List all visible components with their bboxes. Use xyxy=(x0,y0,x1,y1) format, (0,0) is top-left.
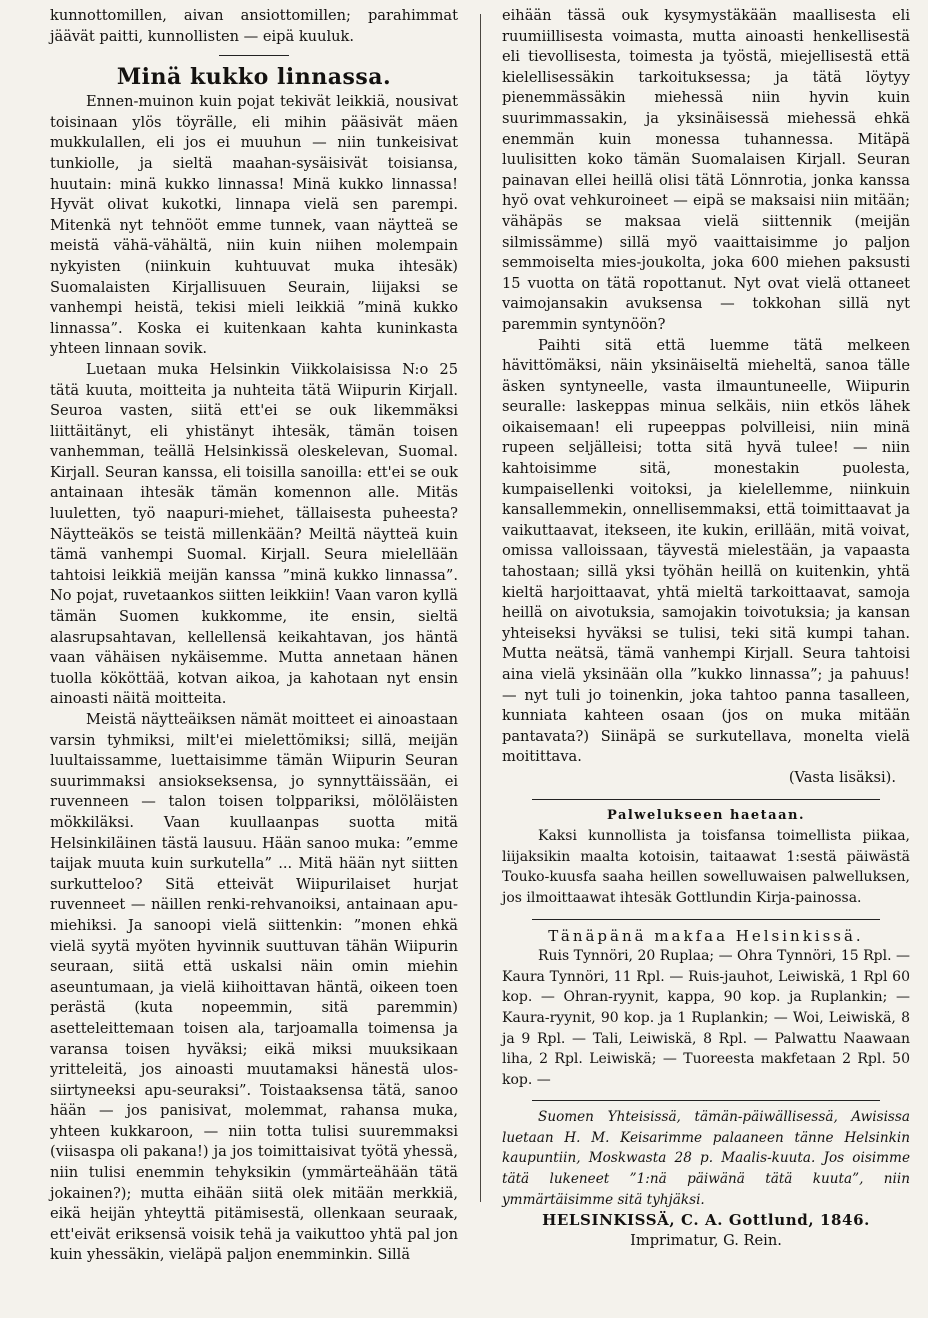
short-divider xyxy=(219,55,289,56)
service-notice: Kaksi kunnollista ja toisfansa toimellista piikaa, liijaksikin maalta kotoisin, taitaawat 1:sestä päiwästä Touko-kuusfa saaha heillen sowelluwaisen palwelluksen, jos ilmoittaawat ihtesäk Gottlundin Kirja-painossa. xyxy=(502,828,910,906)
right-column xyxy=(502,6,910,1251)
section-divider xyxy=(532,1100,880,1101)
column-divider xyxy=(480,14,481,1202)
article-title: Minä kukko linnassa. xyxy=(116,64,392,91)
prices-list: Ruis Tynnöri, 20 Ruplaa; — Ohra Tynnöri, 15 Rpl. — Kaura Tynnöri, 11 Rpl. — Ruis-jauhot, Leiwiskä, 1 Rpl 60 kop. — Ohran-ryynit, kappa, 90 kop. ja Ruplankin; — Kaura-ryynit, 90 kop. ja 1 Ruplankin; — Woi, Leiwiskä, 8 ja 9 Rpl. — Tali, Leiwiskä, 8 Rpl. — Palwattu Naawaan liha, 2 Rpl. Leiwiskä; — Tuoreesta makfetaan 2 Rpl. 50 kop. — xyxy=(502,948,910,1088)
article-paragraph-5: Paihti sitä että luemme tätä melkeen hävittömäksi, näin yksinäiseltä mieheltä, sanoa tälle äsken syntyneelle, vasta ilmauntuneelle, Wiipurin seuralle: laskeppas minua selkäis, niin etkös lähek oikaisemaan! eli rupeeppas polvilleisi, niin minä rupeen seljälleisi; totta sitä hyvä tulee! — niin kahtoisimme sitä, monestakin puolesta, kumpaisellenki voitoksi, ja kielellemme, niinkuin kansallemmekin, onnellisemmaksi, että toimittaavat ja vaikuttaavat, itekseen, ite kukin, erillään, mitä voivat, omissa valloissaan, täyvestä mielestään, ja vapaasta tahostaan; sillä yksi työhän heillä on kuitenkin, yhtä kieltä harjoittaavat, yhtä mieltä tarkoittaavat, samoja heillä on aivotuksia, samojakin toivotuksia; ja kansan yhteiseksi hyväksi se tulisi, teki sitä kumpi tahan. Mutta neätsä, tämä vanhempi Kirjall. Seura tahtoisi aina vielä yksinään olla ”kukko linnassa”; ja pahuus! — nyt tuli jo toinenkin, joka tahtoo panna tasalleen, kunniata kahteen osaan (jos on muka mitään pantavata?) Siinäpä se surkutellava, monelta vielä moitittava. xyxy=(502,336,910,766)
article-paragraph-4: eihään tässä ouk kysymystäkään maallisesta eli ruumiillisesta voimasta, mutta ainoasti henkellisestä eli tievollisesta, toimesta ja työstä, miejellisestä että kielellisessäkin tarkoituksessa; ja tätä löytyy pienemmässäkin miehessä niin hyvin kuin suurimmassakin, ja yksinäisessä miehessä ehkä enemmän kuin monessa tuhannessa. Mitäpä luulisitten koko tämän Suomalaisen Kirjall. Seuran painavan ellei heillä olisi tätä Lönnrotia, jonka kanssa hyö ovat vehkuroineet — eipä se maksaisi niin mitään; vähäpäs se maksaa vielä siittennik (meijän silmissämme) sillä myö vaaittaisimme jo paljon semmoiselta mies-joukolta, joka 600 miehen paksusti 15 vuotta on tätä ropottanut. Nyt ovat vielä ottaneet vaimojansakin avuksensa — tokkohan sillä nyt paremmin syntynöön? xyxy=(502,7,910,333)
left-column xyxy=(50,6,458,1266)
prices-heading: Tänäpänä makfaa Helsinkissä. xyxy=(548,926,864,945)
opening-paragraph: kunnottomillen, aivan ansiottomillen; parahimmat jäävät paitti, kunnollisten — eipä kuuluk. xyxy=(50,7,458,45)
article-signature: (Vasta lisäksi). xyxy=(788,768,896,786)
article-paragraph-2: Luetaan muka Helsinkin Viikkolaisissa N:o 25 tätä kuuta, moitteita ja nuhteita tätä Wiipurin Kirjall. Seuroa vasten, siitä ett'ei se ouk likemmäksi liittäitänyt, eli yhistänyt ihtesäk, tämän toisen vanhemman, teällä Helsinkissä oleskelevan, Suomal. Kirjall. Seuran kanssa, eli toisilla sanoilla: ett'ei se ouk antainaan ihtesäk tämän komennon alle. Mitäs luuletten, työ naapuri-miehet, tällaisesta puheesta? Näytteäkös se teistä millenkään? Meiltä näytteä kuin tämä vanhempi Suomal. Kirjall. Seura mielellään tahtoisi leikkiä meijän kanssa ”minä kukko linnassa”. No pojat, ruvetaankos siitten leikkiin! Vaan varon kyllä tämän Suomen kukkomme, ite ensin, sieltä alasrupsahtavan, kellellensä keikahtavan, jos häntä vaan vähäisen nykäisemme. Mutta annetaan hänen tuolla kököttää, kotvan aikoa, ja kahotaan nyt ensin ainoasti näitä moitteita. xyxy=(50,360,458,708)
article-paragraph-1: Ennen-muinon kuin pojat tekivät leikkiä, nousivat toisinaan ylös töyrälle, eli mihin pääsivät mäen mukkulallen, eli jos ei muuhun — niin tunkeisivat tunkiolle, ja sieltä maahan-sysäisivät toisiansa, huutain: minä kukko linnassa! Minä kukko linnassa! Hyvät olivat kukotki, linnapa vielä sen parempi. Mitenkä nyt tehnööt emme tunnek, vaan näytteä se meistä vähä-vähältä, niin kuin niihen molempain nykyisten (niinkuin kuhtuuvat muka ihtesäk) Suomalaisten Kirjallisuuen Seurain, liijaksi se vanhempi heistä, tekisi mieli leikkiä ”minä kukko linnassa”. Koska ei kuitenkaan kahta kuninkasta yhteen linnaan sovik. xyxy=(50,93,458,358)
news-notice: Suomen Yhteisissä, tämän-päiwällisessä, Awisissa luetaan H. M. Keisarimme palaaneen tänne Helsinkin kaupuntiin, Moskwasta 28 p. Maalis-kuuta. Jos oisimme tätä lukeneet ”1:nä päiwänä tätä kuuta”, niin ymmärtäisimme sitä tyhjäksi. xyxy=(502,1109,910,1208)
imprint-line: HELSINKISSÄ, C. A. Gottlund, 1846. xyxy=(542,1211,870,1230)
article-paragraph-3: Meistä näytteäiksen nämät moitteet ei ainoastaan varsin tyhmiksi, milt'ei mielettömiksi; sillä, meijän luultaissamme, luettaisimme tämän Wiipurin Seuran suurimmaksi ansiokseksensa, jo synnyttäissään, ei ruvenneen — talon toisen tolppariksi, mölöläisten mökkiläksi. Vaan kuullaanpas suotta mitä Helsinkiläinen tästä lausuu. Hään sanoo muka: ”emme taijak muuta kuin surkutella” ... Mitä hään nyt siitten surkutteloo? Sitä etteivät Wiipurilaiset hurjat ruvenneet — näillen renki-rehvanoiksi, antainaan apu-miehiksi. Ja sanoopi vielä siittenkin: ”monen ehkä vielä syytä myöten hyvinnik suuttuvan tähän Wiipurin seuraan, siitä että uskalsi näin omin miehin aseuntumaan, ja vielä kiihoittavan häntä, oikeen toen perästä (kuta nopeemmin, sitä paremmin) asetteleittemaan toisen ala, tarjoamalla toimensa ja varansa toisen hyväksi; eikä miksi muuksikaan yritteleitä, jos ainoasti muutamaksi hänestä ulos-siirtyneeksi apu-seuraksi”. Toistaaksensa tätä, sanoo hään — jos panisivat, molemmat, rahansa muka, yhteen kukkaroon, — niin totta tulisi suuremmaksi (viisaspa oli pakana!) ja jos toimittaisivat työtä yhessä, niin tulisi enemmin tehyksikin (ymmärteähään tätä jokainen?); mutta eihään siitä olek mitään merkkiä, eikä heijän yhteyttä pitämisestä, ollenkaan seuraak, ett'eivät eriksensä voisik tehä ja vaikuttoo yhtä pal jon kuin yhessäkin, vieläpä paljon enemminkin. Sillä xyxy=(50,711,458,1264)
section-divider xyxy=(532,919,880,920)
imprimatur-line: Imprimatur, G. Rein. xyxy=(630,1231,782,1249)
service-heading: Palwelukseen haetaan. xyxy=(607,807,805,823)
section-divider xyxy=(532,799,880,800)
